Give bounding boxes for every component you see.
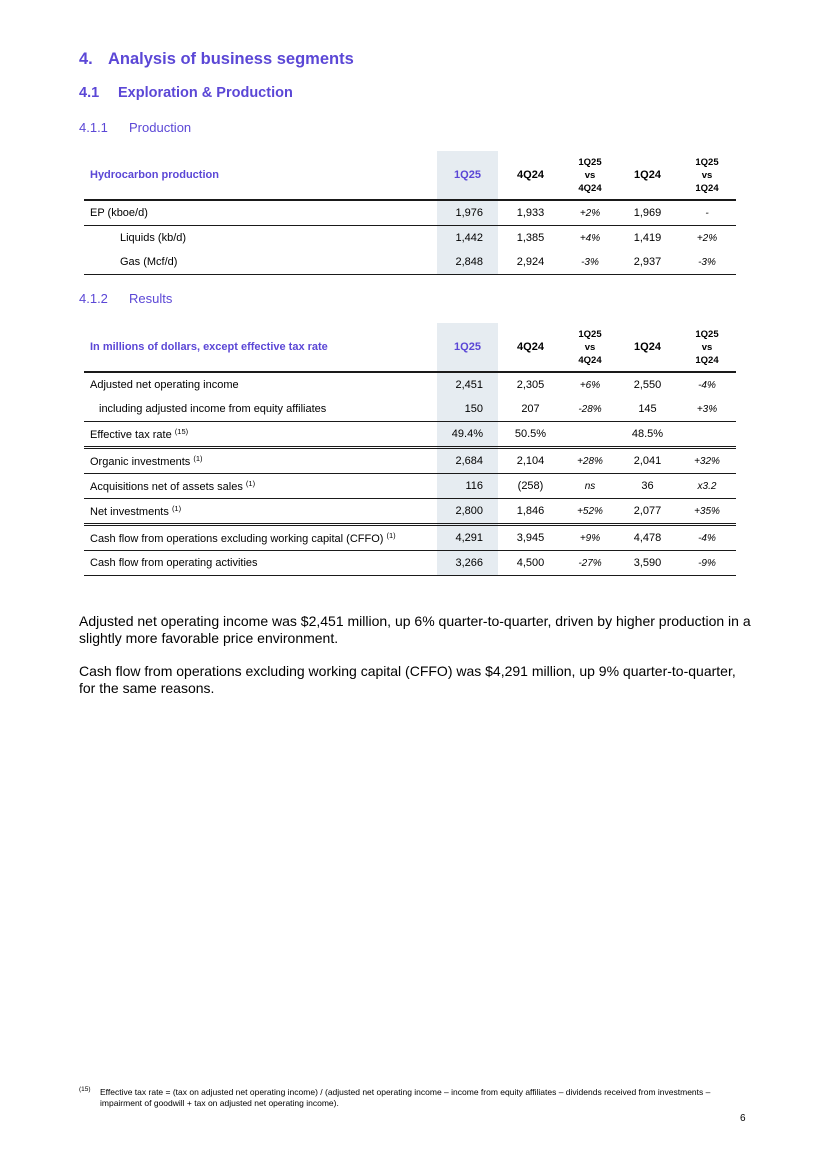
table-row [84,250,736,275]
results-table [84,323,736,576]
cell-change-yoy: x3.2 [678,474,736,499]
cell-change-qoq [563,422,617,448]
cell-1q25: 150 [437,397,498,422]
header-label: In millions of dollars, except effective tax rate [90,341,328,353]
table-row [84,397,736,422]
cell-change-yoy [678,422,736,448]
cell-4q24: 2,924 [498,250,563,275]
row-label: Cash flow from operating activities [84,551,437,576]
cell-4q24: 4,500 [498,551,563,576]
cell-1q25: 1,976 [437,200,498,226]
cell-4q24: 207 [521,403,540,415]
production-heading [79,120,191,135]
row-label: Gas (Mcf/d) [84,250,437,275]
cell-4q24: 2,104 [498,448,563,474]
table-row [84,200,736,226]
row-label [84,422,437,448]
header-1q25: 1Q25 [437,323,498,372]
results-heading-title: Results [129,291,173,306]
footnote-ref: (1) [193,454,203,463]
cell-change-yoy: -9% [678,551,736,576]
cell-1q24: 145 [638,403,657,415]
paragraph-adjusted-income: Adjusted net operating income was $2,451 million, up 6% quarter-to-quarter, driven by higher production in a slightly more favorable price environment. [79,613,751,646]
subsection-title: Exploration & Production [118,85,293,101]
footnote-ref: (1) [245,479,256,488]
cell-change-qoq: -3% [563,250,617,275]
cell-1q25: 3,266 [437,551,498,576]
section-heading [79,50,354,69]
header-1q25-vs-4q24 [563,323,617,372]
header-4q24: 4Q24 [517,169,544,181]
paragraph-cffo: Cash flow from operations excluding working capital (CFFO) was $4,291 million, up 9% quarter-to-quarter, for the same reasons. [79,663,736,696]
row-label [84,474,437,499]
table-row [84,499,736,525]
header-1q25-vs-4q24-line3: 4Q24 [578,354,602,366]
production-table [84,151,736,275]
cell-4q24: 50.5% [498,422,563,448]
header-1q25-vs-1q24 [678,323,736,372]
cell-change-yoy: +3% [696,403,718,415]
header-4q24: 4Q24 [517,341,544,353]
header-1q25-vs-4q24-line2: vs [584,169,596,181]
cell-1q24: 1,419 [617,226,678,251]
cell-1q24: 3,590 [617,551,678,576]
footnote-ref: (1) [171,504,182,513]
header-1q25-vs-4q24-line1: 1Q25 [578,156,602,168]
row-label [84,499,437,525]
cell-change-qoq: ns [563,474,617,499]
results-heading-number: 4.1.2 [79,291,108,306]
cell-1q24: 2,041 [617,448,678,474]
header-1q25-vs-1q24-line1: 1Q25 [695,156,719,168]
footnote-ref: (1) [386,531,396,540]
cell-1q25: 116 [437,474,498,499]
header-1q25-vs-4q24 [563,151,617,200]
table-row [84,448,736,474]
header-1q25-vs-1q24-line1: 1Q25 [695,328,719,340]
header-1q24: 1Q24 [634,169,661,181]
row-label: Liquids (kb/d) [84,226,437,251]
cell-4q24: 1,846 [498,499,563,525]
results-heading [79,291,172,306]
table-row [84,226,736,251]
cell-1q25: 4,291 [437,525,498,551]
footnote-ref: (15) [174,427,189,436]
production-heading-number: 4.1.1 [79,120,108,135]
header-1q25: 1Q25 [437,151,498,200]
cell-change-qoq: +52% [563,499,617,525]
row-label-text: Effective tax rate [90,429,172,441]
row-label-text: Acquisitions net of assets sales [90,481,243,493]
results-table-header [84,323,736,372]
cell-1q24: 2,550 [617,372,678,397]
row-label: EP (kboe/d) [84,200,437,226]
cell-4q24: (258) [498,474,563,499]
cell-1q24: 4,478 [617,525,678,551]
subsection-heading [79,85,293,101]
cell-4q24: 3,945 [498,525,563,551]
section-number: 4. [79,50,93,68]
cell-1q25: 49.4% [437,422,498,448]
row-label-text: Net investments [90,506,169,518]
cell-4q24: 1,385 [498,226,563,251]
header-1q25-vs-1q24-line2: vs [701,169,713,181]
row-label [84,448,437,474]
cell-1q25: 2,451 [437,372,498,397]
header-1q25-vs-1q24-line3: 1Q24 [695,354,719,366]
cell-change-qoq: +28% [563,448,617,474]
footnote [79,1087,749,1109]
cell-1q25: 1,442 [437,226,498,251]
header-label: Hydrocarbon production [90,169,219,181]
production-table-header [84,151,736,200]
table-row [84,551,736,576]
cell-change-qoq: +6% [563,372,617,397]
cell-change-qoq: -28% [578,403,602,415]
footnote-mark: (15) [79,1086,91,1093]
cell-change-yoy: -4% [678,372,736,397]
cell-change-qoq: +9% [563,525,617,551]
cell-1q25: 2,848 [437,250,498,275]
cell-change-yoy: +35% [678,499,736,525]
header-1q25-vs-4q24-line3: 4Q24 [578,182,602,194]
cell-4q24: 1,933 [498,200,563,226]
header-1q25-vs-4q24-line1: 1Q25 [578,328,602,340]
cell-change-yoy: -4% [678,525,736,551]
table-row [84,422,736,448]
cell-change-yoy: - [678,200,736,226]
row-label: Adjusted net operating income [84,372,437,397]
table-row [84,372,736,397]
row-label: including adjusted income from equity affiliates [99,403,327,415]
cell-1q24: 48.5% [617,422,678,448]
row-label-text: Cash flow from operations excluding working capital (CFFO) [90,533,384,545]
header-1q25-vs-4q24-line2: vs [584,341,596,353]
header-1q25-vs-1q24-line2: vs [701,341,713,353]
section-title: Analysis of business segments [108,50,354,68]
cell-4q24: 2,305 [498,372,563,397]
production-heading-title: Production [129,120,192,135]
cell-change-qoq: +2% [563,200,617,226]
table-row [84,525,736,551]
footnote-text: Effective tax rate = (tax on adjusted net operating income) / (adjusted net operating income – income from equity affiliates – dividends received from investments – impairment of goodwill + tax on adjusted net operating income). [100,1087,711,1108]
table-row [84,474,736,499]
cell-1q24: 1,969 [617,200,678,226]
cell-change-qoq: -27% [563,551,617,576]
cell-1q24: 2,077 [617,499,678,525]
row-label-text: Organic investments [90,456,191,468]
cell-1q24: 2,937 [617,250,678,275]
row-label [84,525,437,551]
header-1q24: 1Q24 [634,341,661,353]
cell-change-qoq: +4% [563,226,617,251]
cell-change-yoy: -3% [678,250,736,275]
subsection-number: 4.1 [79,85,100,101]
page-number: 6 [740,1113,746,1124]
cell-change-yoy: +2% [678,226,736,251]
cell-1q24: 36 [617,474,678,499]
header-1q25-vs-1q24-line3: 1Q24 [695,182,719,194]
cell-1q25: 2,800 [437,499,498,525]
cell-1q25: 2,684 [437,448,498,474]
header-1q25-vs-1q24 [678,151,736,200]
cell-change-yoy: +32% [678,448,736,474]
